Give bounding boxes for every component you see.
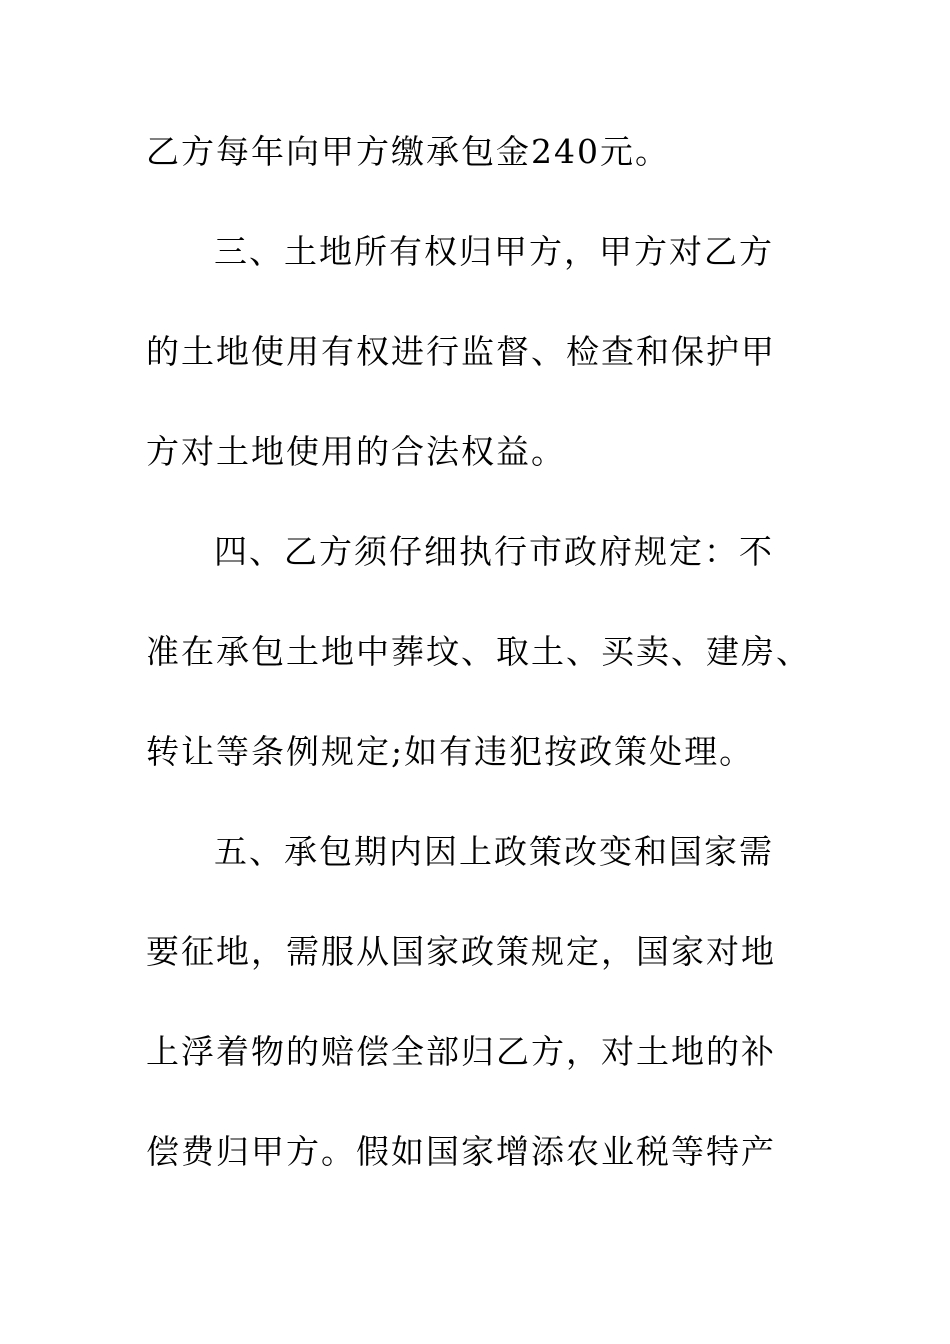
text-line: 上浮着物的赔偿全部归乙方，对土地的补 <box>146 1032 776 1071</box>
text-line: 方对土地使用的合法权益。 <box>146 432 566 471</box>
text-line: 五、承包期内因上政策改变和国家需 <box>214 832 774 871</box>
text-line: 的土地使用有权进行监督、检查和保护甲 <box>146 332 776 371</box>
text-line: 准在承包土地中葬坟、取土、买卖、建房、 <box>146 632 811 671</box>
text-line: 四、乙方须仔细执行市政府规定：不 <box>214 532 774 571</box>
text-line: 转让等条例规定;如有违犯按政策处理。 <box>146 732 755 771</box>
text-line: 三、土地所有权归甲方，甲方对乙方 <box>214 232 774 271</box>
text-line: 要征地，需服从国家政策规定，国家对地 <box>146 932 776 971</box>
text-line: 乙方每年向甲方缴承包金240元。 <box>146 132 670 171</box>
text-line: 偿费归甲方。假如国家增添农业税等特产 <box>146 1132 776 1171</box>
